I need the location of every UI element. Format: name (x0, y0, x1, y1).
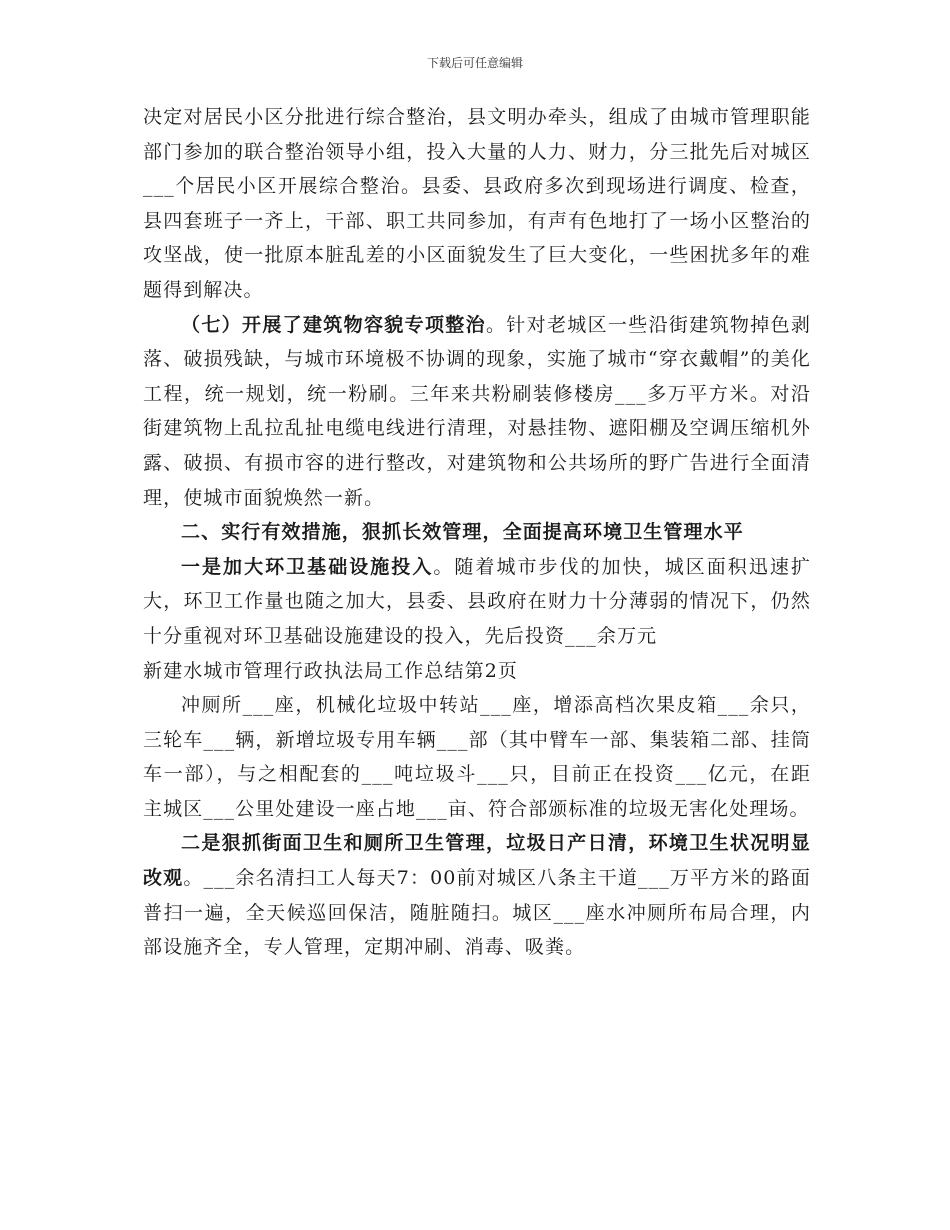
paragraph-text: 。___余名清扫工人每天7：00前对城区八条主干道___万平方米的路面普扫一遍，全天候巡回保洁，随脏随扫。城区___座水冲厕所布局合理，内部设施齐全，专人管理，定期冲刷、消毒、吸粪。 (143, 867, 811, 959)
paragraph-street-cleaning (143, 826, 811, 964)
paragraph-text: 。针对老城区一些沿街建筑物掉色剥落、破损残缺，与城市环境极不协调的现象，实施了城市“穿衣戴帽”的美化工程，统一规划，统一粉刷。三年来共粉刷装修楼房___多万平方米。对沿街建筑物上乱拉乱扯电缆电线进行清理，对悬挂物、遮阳棚及空调压缩机外露、破损、有损市容的进行整改，对建筑物和公共场所的野广告进行全面清理，使城市面貌焕然一新。 (143, 313, 811, 509)
paragraph-infrastructure-investment (143, 550, 811, 654)
section-title-building-appearance: （七）开展了建筑物容貌专项整治 (181, 313, 486, 336)
page-marker: 新建水城市管理行政执法局工作总结第2页 (143, 659, 518, 682)
paragraph-residential-renovation: 决定对居民小区分批进行综合整治，县文明办牵头，组成了由城市管理职能部门参加的联合整治领导小组，投入大量的人力、财力，分三批先后对城区___个居民小区开展综合整治。县委、县政府多次到现场进行调度、检查，县四套班子一齐上，干部、职工共同参加，有声有色地打了一场小区整治的攻坚战，使一批原本脏乱差的小区面貌发生了巨大变化，一些困扰多年的难题得到解决。 (143, 106, 811, 301)
paragraph-facilities-list: 冲厕所___座，机械化垃圾中转站___座，增添高档次果皮箱___余只，三轮车___辆，新增垃圾专用车辆___部（其中臂车一部、集装箱二部、挂筒车一部），与之相配套的___吨垃圾斗___只，目前正在投资___亿元，在距主城区___公里处建设一座占地___亩、符合部颁标准的垃圾无害化处理场。 (143, 694, 811, 820)
paragraph-text: 。随着城市步伐的加快，城区面积迅速扩大，环卫工作量也随之加大，县委、县政府在财力十分薄弱的情况下，仍然十分重视对环卫基础设施建设的投入，先后投资___余万元 (143, 555, 811, 647)
subsection-title-street-cleaning: 二是狠抓街面卫生和厕所卫生管理，垃圾日产日清，环境卫生状况明显改观 (143, 832, 811, 890)
page-header: 下载后可任意编辑 (426, 56, 523, 70)
document-body (143, 100, 811, 965)
paragraph-building-appearance (143, 308, 811, 516)
section-heading-sanitation: 二、实行有效措施，狠抓长效管理，全面提高环境卫生管理水平 (181, 521, 744, 544)
subsection-title-infrastructure: 一是加大环卫基础设施投入 (181, 555, 434, 578)
